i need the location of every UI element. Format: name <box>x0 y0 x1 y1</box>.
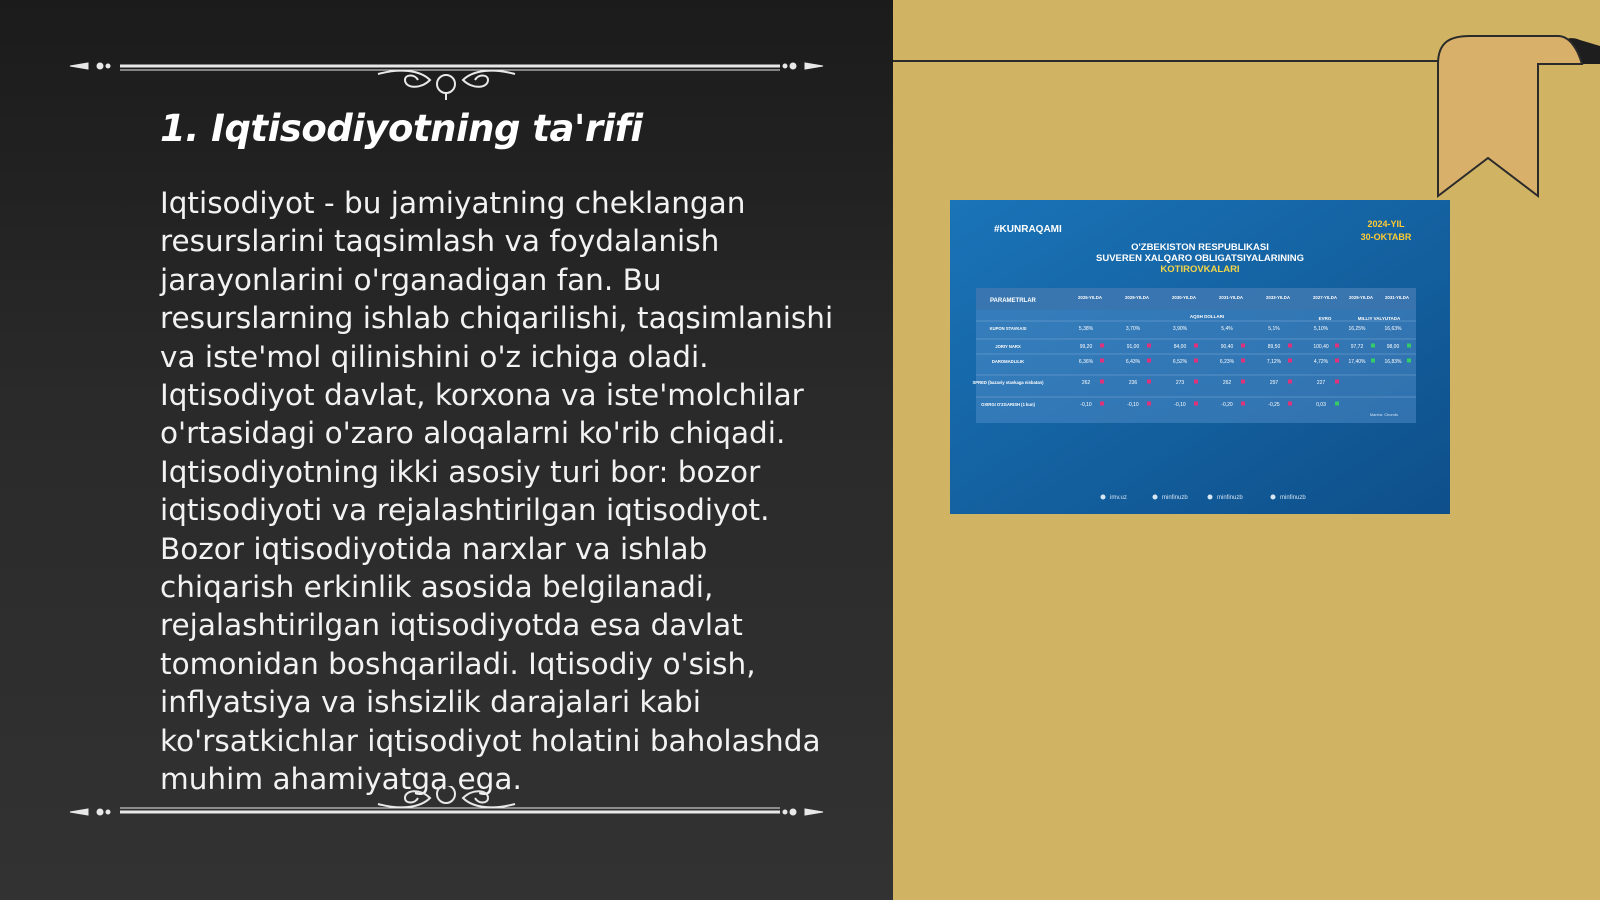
table-cell: 236 <box>1128 380 1138 386</box>
change-indicator <box>1100 344 1104 348</box>
table-cell: 5,4% <box>1221 326 1233 332</box>
table-cell: 6,52% <box>1172 359 1188 365</box>
table-cell: 297 <box>1269 380 1279 386</box>
table-row-label: JORIY NARX <box>995 344 1021 349</box>
table-cell: 84,00 <box>1173 344 1187 350</box>
table-cell: -0,10 <box>1080 402 1092 408</box>
social-icon <box>1153 495 1158 500</box>
change-indicator <box>1194 344 1198 348</box>
table-cell: 5,1% <box>1268 326 1280 332</box>
table-col-header: 2031-YILDA <box>1385 295 1409 300</box>
change-indicator <box>1288 402 1292 406</box>
change-indicator <box>1241 402 1245 406</box>
table-cell: 227 <box>1316 380 1326 386</box>
table-row-label: DAROMADLILIK <box>991 359 1025 364</box>
footer-link: minfinuzb <box>1162 495 1188 501</box>
change-indicator <box>1288 359 1292 363</box>
table-col-header: 2029-YILDA <box>1125 295 1149 300</box>
table-col-header: 2031-YILDA <box>1219 295 1243 300</box>
infographic-title-line2: SUVEREN XALQARO OBLIGATSIYALARINING <box>1096 253 1304 264</box>
change-indicator <box>1288 380 1292 384</box>
table-cell: 16,83% <box>1384 359 1402 365</box>
table-col-header: 2027-YILDA <box>1313 295 1337 300</box>
table-header-params: PARAMETRLAR <box>990 298 1036 304</box>
table-cell: 4,72% <box>1313 359 1329 365</box>
table-cell: -0,10 <box>1127 402 1139 408</box>
slide-body-text: Iqtisodiyot - bu jamiyatning cheklangan resurslarini taqsimlash va foydalanish jarayonlarini o'rganadigan fan. Bu resurslarning ishlab chiqarilishi, taqsimlanishi va iste'mol qilinishini o'z ichiga oladi. Iqtisodiyot davlat, korxona va iste'molchilar o'rtasidagi o'zaro aloqalarni ko'rib chiqadi. Iqtisodiyotning ikki asosiy turi bor: bozor iqtisodiyoti va rejalashtirilgan iqtisodiyot. Bozor iqtisodiyotida narxlar va ishlab chiqarish erkinlik asosida belgilanadi, rejalashtirilgan iqtisodiyotda esa davlat tomonidan boshqariladi. Iqtisodiy o'sish, inflyatsiya va ishsizlik darajalari kabi ko'rsatkichlar iqtisodiyot holatini baholashda muhim ahamiyatga ega. <box>160 186 834 797</box>
change-indicator <box>1335 359 1339 363</box>
table-cell: 273 <box>1175 380 1185 386</box>
table-cell: 17,40% <box>1348 359 1366 365</box>
table-cell: 6,36% <box>1078 359 1094 365</box>
change-indicator <box>1100 402 1104 406</box>
social-icon <box>1271 495 1276 500</box>
table-cell: 91,00 <box>1126 344 1140 350</box>
table-col-header: 2025-YILDA <box>1078 295 1102 300</box>
table-group-label: AQSH DOLLARI <box>1189 314 1225 319</box>
infographic-title-line1: O'ZBEKISTON RESPUBLIKASI <box>1131 242 1269 253</box>
top-ornament-divider <box>0 40 893 100</box>
table-col-header: 2029-YILDA <box>1349 295 1373 300</box>
change-indicator <box>1335 380 1339 384</box>
bookmark-decoration <box>1430 30 1600 200</box>
change-indicator <box>1335 402 1339 406</box>
change-indicator <box>1100 380 1104 384</box>
infographic-year: 2024-YIL <box>1367 219 1405 229</box>
change-indicator <box>1335 344 1339 348</box>
footer-link: imv.uz <box>1110 495 1127 501</box>
table-cell: 262 <box>1081 380 1091 386</box>
table-source-note: Manba: Cbonds <box>1369 412 1398 417</box>
change-indicator <box>1371 344 1375 348</box>
table-row-label: SPRED (bazaviy stavkaga nisbatan) <box>972 380 1044 385</box>
change-indicator <box>1288 344 1292 348</box>
table-col-header: 2033-YILDA <box>1266 295 1290 300</box>
change-indicator <box>1241 380 1245 384</box>
footer-link: minfinuzb <box>1280 495 1306 501</box>
change-indicator <box>1407 359 1411 363</box>
infographic-hashtag: #KUNRAQAMI <box>994 224 1062 235</box>
table-cell: 3,90% <box>1172 326 1188 332</box>
table-cell: -0,25 <box>1268 402 1280 408</box>
change-indicator <box>1147 380 1151 384</box>
change-indicator <box>1147 344 1151 348</box>
change-indicator <box>1147 402 1151 406</box>
change-indicator <box>1241 344 1245 348</box>
social-icon <box>1208 495 1213 500</box>
table-cell: 0,03 <box>1316 402 1326 408</box>
table-cell: -0,20 <box>1221 402 1233 408</box>
table-group-label: EVRO <box>1318 316 1332 321</box>
infographic-title-line3: KOTIROVKALARI <box>1160 264 1240 275</box>
bond-quotes-infographic <box>950 200 1450 514</box>
table-cell: 7,12% <box>1266 359 1282 365</box>
change-indicator <box>1194 380 1198 384</box>
table-cell: 5,10% <box>1313 326 1329 332</box>
change-indicator <box>1147 359 1151 363</box>
table-cell: 6,23% <box>1219 359 1235 365</box>
change-indicator <box>1241 359 1245 363</box>
table-cell: 16,63% <box>1384 326 1402 332</box>
table-cell: 97,72 <box>1350 344 1364 350</box>
table-cell: 89,50 <box>1267 344 1281 350</box>
table-row-label: KUPON STAVKASI <box>989 326 1027 331</box>
change-indicator <box>1194 359 1198 363</box>
table-col-header: 2030-YILDA <box>1172 295 1196 300</box>
table-cell: 100,40 <box>1313 344 1329 350</box>
table-cell: 5,38% <box>1078 326 1094 332</box>
change-indicator <box>1100 359 1104 363</box>
table-cell: -0,10 <box>1174 402 1186 408</box>
infographic-day: 30-OKTABR <box>1360 232 1412 242</box>
table-cell: 98,00 <box>1386 344 1400 350</box>
table-cell: 99,20 <box>1079 344 1093 350</box>
table-cell: 262 <box>1222 380 1232 386</box>
table-cell: 6,43% <box>1125 359 1141 365</box>
table-cell: 16,25% <box>1348 326 1366 332</box>
footer-link: minfinuzb <box>1217 495 1243 501</box>
bottom-ornament-divider <box>0 786 893 846</box>
change-indicator <box>1407 344 1411 348</box>
social-icon <box>1101 495 1106 500</box>
change-indicator <box>1371 359 1375 363</box>
table-group-label: MILLIY VALYUTADA <box>1357 316 1401 321</box>
table-row-label: OXIRGI O'ZGARISH (1 kun) <box>981 402 1035 407</box>
table-cell: 90,40 <box>1220 344 1234 350</box>
change-indicator <box>1194 402 1198 406</box>
slide-title: 1. Iqtisodiyotning ta'rifi <box>160 107 643 150</box>
table-cell: 3,70% <box>1125 326 1141 332</box>
